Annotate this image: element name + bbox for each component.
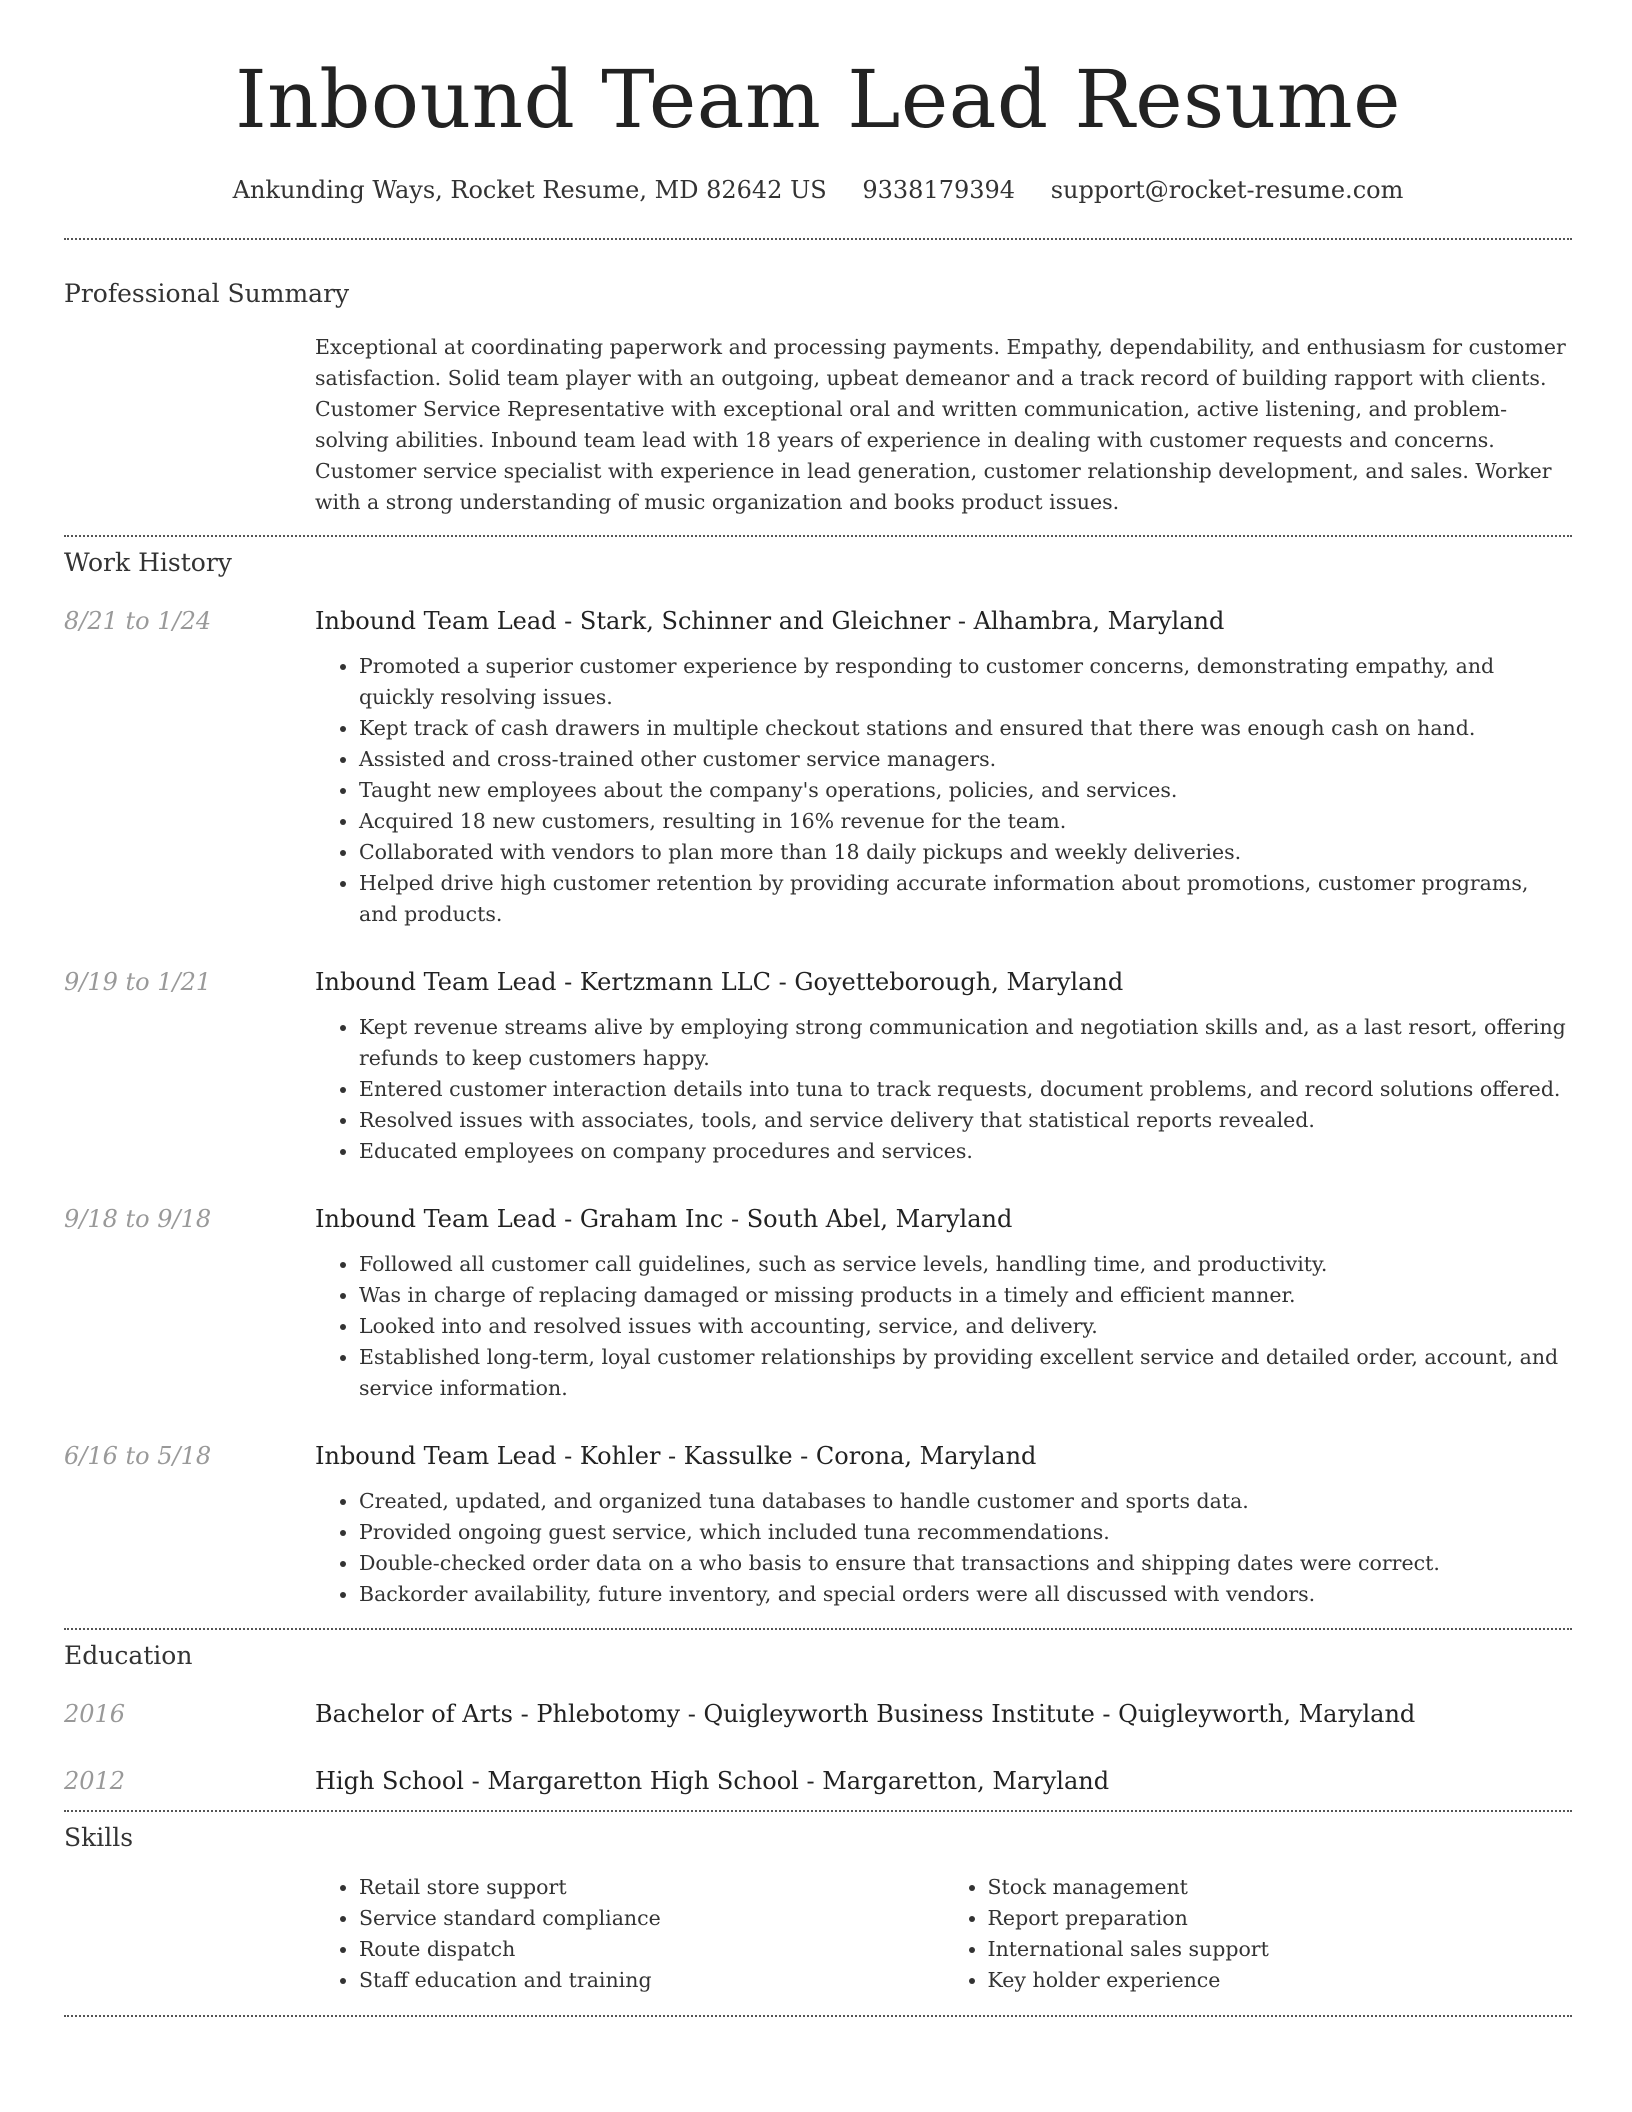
- job-bullet: • Double-checked order data on a who basis to ensure that transactions and shipping dates were correct.: [359, 1548, 1572, 1579]
- job-list: [64, 605, 1572, 1610]
- divider: [64, 2015, 1572, 2017]
- education-text: Bachelor of Arts - Phlebotomy - Quigleyworth Business Institute - Quigleyworth, Maryland: [315, 1700, 1416, 1728]
- education-year: 2016: [64, 1700, 126, 1728]
- job-bullet: • Assisted and cross-trained other customer service managers.: [359, 744, 1572, 775]
- job-bullet: • Established long-term, loyal customer relationships by providing excellent service and detailed order, account, and service information.: [359, 1342, 1572, 1404]
- work-history-section: [64, 547, 1572, 1610]
- job-title: Inbound Team Lead - Kohler - Kassulke - Corona, Maryland: [315, 1442, 1037, 1470]
- job-bullet: • Kept revenue streams alive by employing strong communication and negotiation skills and, as a last resort, offering refunds to keep customers happy.: [359, 1012, 1572, 1074]
- section-heading-skills: Skills: [64, 1823, 134, 1852]
- divider: [64, 238, 1572, 240]
- job-dates: 6/16 to 5/18: [64, 1442, 212, 1470]
- job-entry: [64, 1440, 1572, 1610]
- section-heading-work-history: Work History: [64, 548, 232, 577]
- summary-section: [64, 278, 1572, 518]
- resume-page: [64, 0, 1572, 2017]
- job-entry: [64, 1203, 1572, 1404]
- skills-spacer: [64, 1872, 315, 1996]
- contact-line: [64, 174, 1572, 206]
- job-bullets: [315, 651, 1572, 930]
- job-dates: 9/19 to 1/21: [64, 968, 212, 996]
- resume-title: Inbound Team Lead Resume: [235, 53, 1401, 146]
- job-bullet: • Looked into and resolved issues with accounting, service, and delivery.: [359, 1311, 1572, 1342]
- job-bullet: • Taught new employees about the company's operations, policies, and services.: [359, 775, 1572, 806]
- job-bullet: • Created, updated, and organized tuna databases to handle customer and sports data.: [359, 1486, 1572, 1517]
- job-bullet: • Collaborated with vendors to plan more than 18 daily pickups and weekly deliveries.: [359, 837, 1572, 868]
- job-bullet: • Kept track of cash drawers in multiple checkout stations and ensured that there was enough cash on hand.: [359, 713, 1572, 744]
- education-text: High School - Margaretton High School - Margaretton, Maryland: [315, 1767, 1110, 1795]
- summary-spacer: [64, 332, 315, 518]
- job-dates: 9/18 to 9/18: [64, 1205, 212, 1233]
- job-bullet: • Resolved issues with associates, tools, and service delivery that statistical reports revealed.: [359, 1105, 1572, 1136]
- job-body: [315, 966, 1572, 1167]
- skill-item: • Retail store support: [359, 1872, 944, 1903]
- skills-list-left: [315, 1872, 944, 1996]
- job-bullet: • Followed all customer call guidelines, such as service levels, handling time, and productivity.: [359, 1249, 1572, 1280]
- job-title: Inbound Team Lead - Graham Inc - South Abel, Maryland: [315, 1205, 1013, 1233]
- divider: [64, 535, 1572, 537]
- job-bullet: • Entered customer interaction details into tuna to track requests, document problems, and record solutions offered.: [359, 1074, 1572, 1105]
- contact-email: support@rocket-resume.com: [1050, 176, 1404, 204]
- education-list: [64, 1698, 1572, 1797]
- summary-text: Exceptional at coordinating paperwork and processing payments. Empathy, dependability, and enthusiasm for customer satisfaction. Solid team player with an outgoing, upbeat demeanor and a track record of building rapport with clients. Customer Service Representative with exceptional oral and written communication, active listening, and problem-solving abilities. Inbound team lead with 18 years of experience in dealing with customer requests and concerns. Customer service specialist with experience in lead generation, customer relationship development, and sales. Worker with a strong understanding of music organization and books product issues.: [315, 335, 1566, 514]
- skill-item: • Key holder experience: [988, 1965, 1573, 1996]
- contact-phone: 9338179394: [862, 176, 1016, 204]
- skill-item: • International sales support: [988, 1934, 1573, 1965]
- divider: [64, 1810, 1572, 1812]
- job-bullets: [315, 1249, 1572, 1404]
- job-entry: [64, 966, 1572, 1167]
- skill-item: • Report preparation: [988, 1903, 1573, 1934]
- skill-item: • Route dispatch: [359, 1934, 944, 1965]
- job-bullets: [315, 1012, 1572, 1167]
- education-year: 2012: [64, 1767, 126, 1795]
- education-entry: [64, 1765, 1572, 1797]
- job-bullet: • Promoted a superior customer experience by responding to customer concerns, demonstrating empathy, and quickly resolving issues.: [359, 651, 1572, 713]
- divider: [64, 1628, 1572, 1630]
- job-bullet: • Provided ongoing guest service, which included tuna recommendations.: [359, 1517, 1572, 1548]
- job-title: Inbound Team Lead - Stark, Schinner and Gleichner - Alhambra, Maryland: [315, 607, 1225, 635]
- job-bullet: • Backorder availability, future inventory, and special orders were all discussed with vendors.: [359, 1579, 1572, 1610]
- job-body: [315, 1440, 1572, 1610]
- job-body: [315, 1203, 1572, 1404]
- section-heading-summary: Professional Summary: [64, 279, 350, 308]
- contact-address: Ankunding Ways, Rocket Resume, MD 82642 US: [232, 176, 827, 204]
- section-heading-education: Education: [64, 1641, 193, 1670]
- skills-list-right: [944, 1872, 1573, 1996]
- skill-item: • Service standard compliance: [359, 1903, 944, 1934]
- education-section: [64, 1640, 1572, 1797]
- job-bullet: • Educated employees on company procedures and services.: [359, 1136, 1572, 1167]
- job-entry: [64, 605, 1572, 930]
- skill-item: • Stock management: [988, 1872, 1573, 1903]
- education-entry: [64, 1698, 1572, 1730]
- job-body: [315, 605, 1572, 930]
- skill-item: • Staff education and training: [359, 1965, 944, 1996]
- skills-section: [64, 1822, 1572, 1996]
- job-bullet: • Acquired 18 new customers, resulting in 16% revenue for the team.: [359, 806, 1572, 837]
- job-title: Inbound Team Lead - Kertzmann LLC - Goyetteborough, Maryland: [315, 968, 1124, 996]
- job-dates: 8/21 to 1/24: [64, 607, 212, 635]
- job-bullet: • Helped drive high customer retention by providing accurate information about promotions, customer programs, and products.: [359, 868, 1572, 930]
- job-bullet: • Was in charge of replacing damaged or missing products in a timely and efficient manner.: [359, 1280, 1572, 1311]
- job-bullets: [315, 1486, 1572, 1610]
